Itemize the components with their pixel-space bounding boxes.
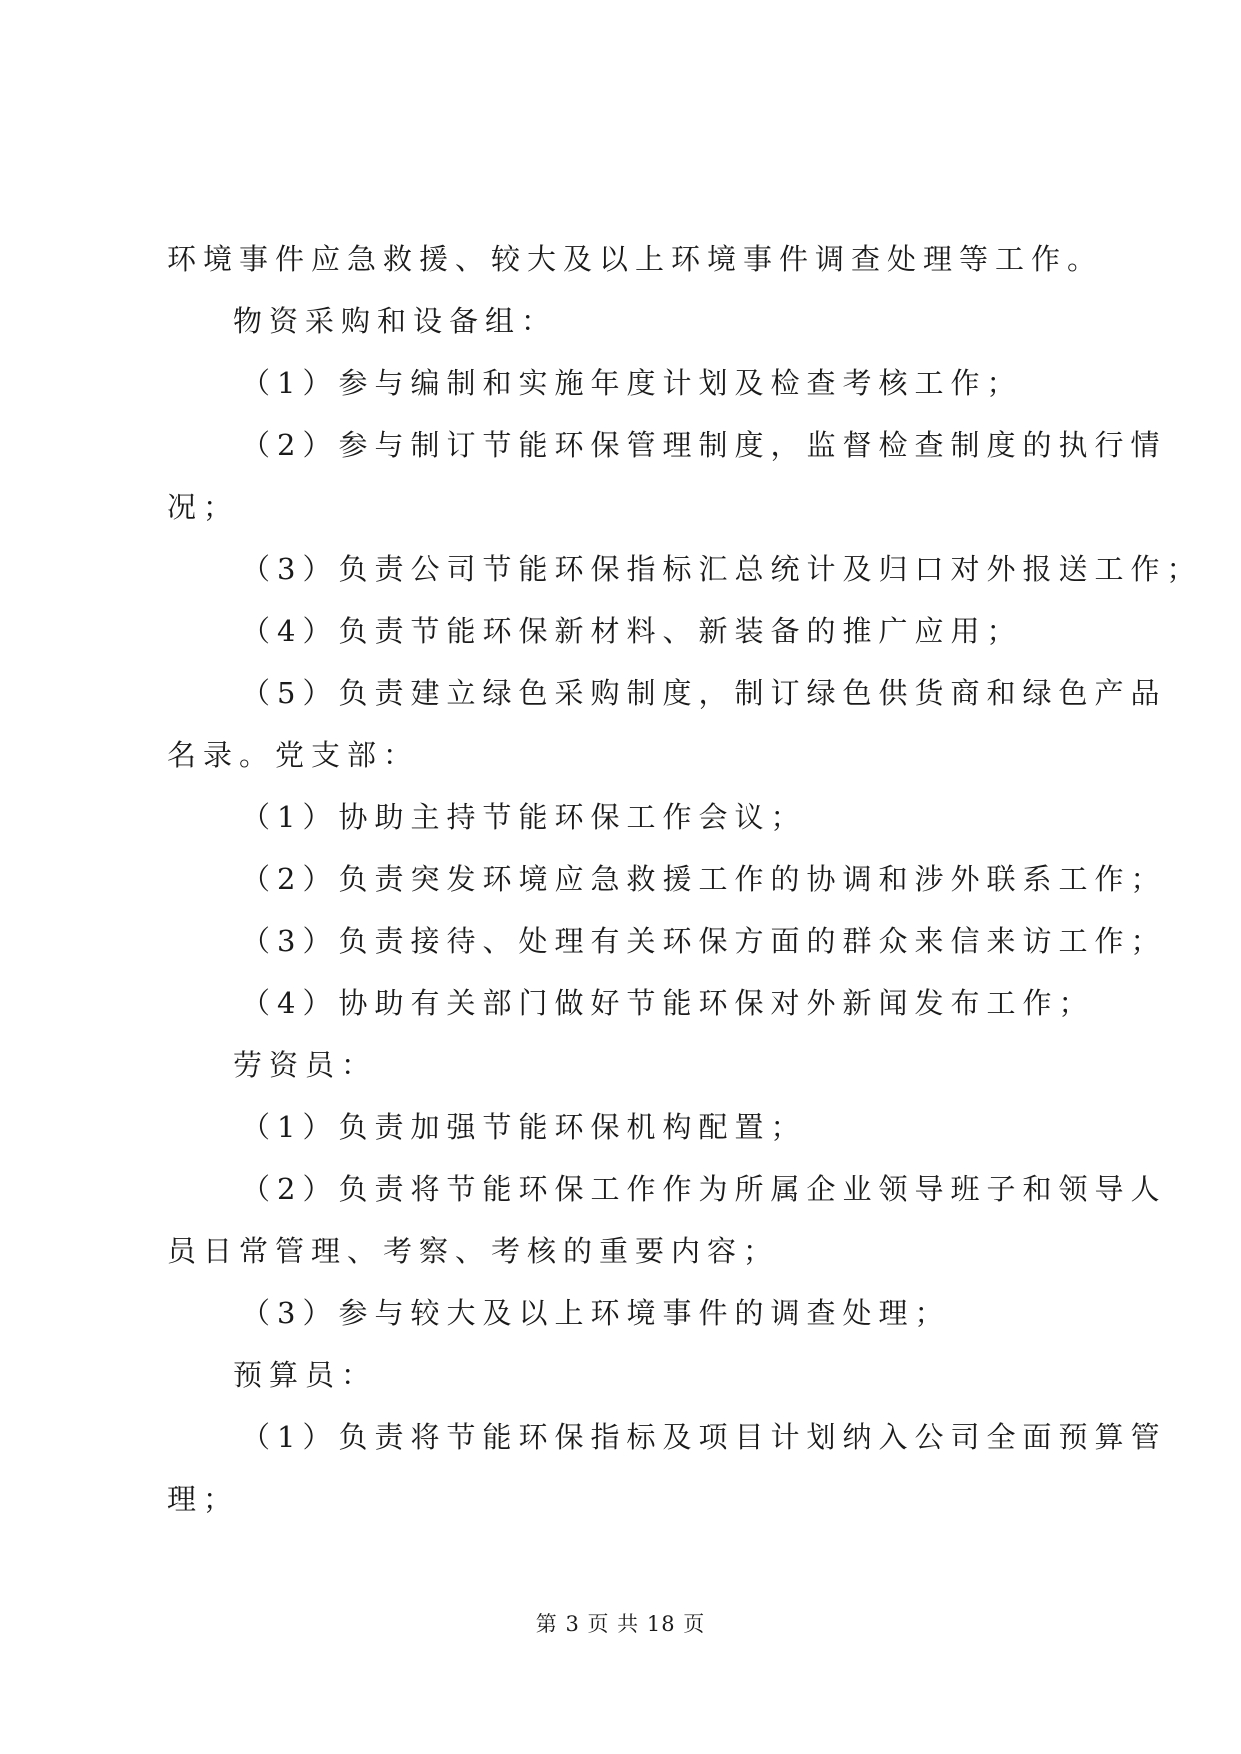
list-item: （1）参与编制和实施年度计划及检查考核工作； xyxy=(241,366,1023,400)
list-item: （1）负责将节能环保指标及项目计划纳入公司全面预算管 xyxy=(241,1420,1167,1454)
text-line: 理； xyxy=(167,1482,240,1516)
list-item: （4）负责节能环保新材料、新装备的推广应用； xyxy=(241,614,1023,648)
list-item: （3）负责接待、处理有关环保方面的群众来信来访工作； xyxy=(241,924,1167,958)
list-item: （1）负责加强节能环保机构配置； xyxy=(241,1110,807,1144)
list-item: （3）参与较大及以上环境事件的调查处理； xyxy=(241,1296,951,1330)
section-heading-labor: 劳资员： xyxy=(233,1048,378,1082)
list-item: （2）参与制订节能环保管理制度，监督检查制度的执行情 xyxy=(241,428,1167,462)
section-heading-budget: 预算员： xyxy=(233,1358,378,1392)
text-line: 名录。党支部： xyxy=(167,738,420,772)
list-item: （2）负责突发环境应急救援工作的协调和涉外联系工作； xyxy=(241,862,1167,896)
text-line: 况； xyxy=(167,490,240,524)
section-heading-materials: 物资采购和设备组： xyxy=(233,304,558,338)
list-item: （5）负责建立绿色采购制度，制订绿色供货商和绿色产品 xyxy=(241,676,1167,710)
text-line: 环境事件应急救援、较大及以上环境事件调查处理等工作。 xyxy=(167,242,1104,276)
list-item: （3）负责公司节能环保指标汇总统计及归口对外报送工作； xyxy=(241,552,1203,586)
text-line: 员日常管理、考察、考核的重要内容； xyxy=(167,1234,780,1268)
list-item: （4）协助有关部门做好节能环保对外新闻发布工作； xyxy=(241,986,1095,1020)
list-item: （2）负责将节能环保工作作为所属企业领导班子和领导人 xyxy=(241,1172,1167,1206)
list-item: （1）协助主持节能环保工作会议； xyxy=(241,800,807,834)
document-body xyxy=(167,228,1203,1530)
page-number-footer: 第 3 页 共 18 页 xyxy=(535,1612,706,1636)
